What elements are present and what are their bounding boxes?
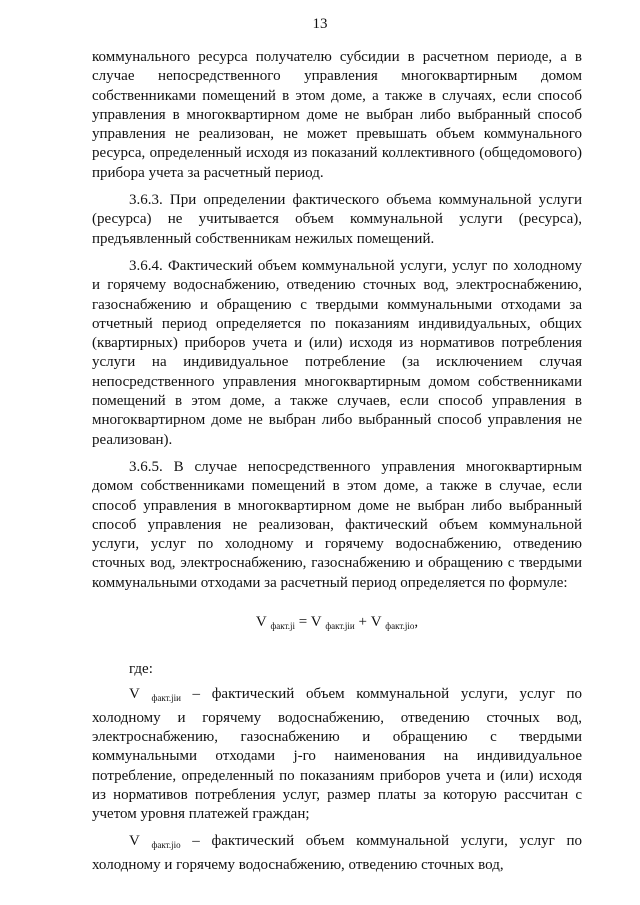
definition-v-fakt-jii: V $_{факт.jiи}$ – фактический объем коммунальной услуги, услуг по холодному и горячему водоснабжению, отведению сточных вод, электроснабжению, газоснабжению и обращению с твердыми коммунальными отходами j-го наименования на индивидуальное потребление, определенный по показаниям приборов учета и (или) исходя из нормативов потребления услуг, размер платы за которую рассчитан с учетом уровня платежей граждан; — [92, 686, 583, 823]
page-number: 13 — [312, 16, 328, 32]
paragraph-3-6-3: 3.6.3. При определении фактического объема коммунальной услуги (ресурса) не учитывается объем коммунальной услуги (ресурса), предъявленный собственникам нежилых помещений. — [92, 192, 582, 247]
document-body — [92, 48, 582, 875]
definition-v-fakt-jio: V $_{факт.jiо}$ – фактический объем коммунальной услуги, услуг по холодному и горячему водоснабжению, отведению сточных вод, — [92, 833, 583, 873]
formula: V $_{факт.ji}$ = V $_{факт.jiи}$ + V $_{факт.jiо}$, — [255, 614, 419, 632]
paragraph-continuation: коммунального ресурса получателю субсидии в расчетном периоде, а в случае непосредственного управления многоквартирным домом собственниками помещений в этом доме, а также в случаях, если способ управления в многоквартирном доме не выбран либо выбранный способ управления не реализован, не может превышать объем коммунального ресурса, определенный исходя из показаний коллективного (общедомового) прибора учета за расчетный период. — [92, 49, 582, 181]
paragraph-3-6-4: 3.6.4. Фактический объем коммунальной услуги, услуг по холодному и горячему водоснабжению, отведению сточных вод, электроснабжению, газоснабжению и обращению с твердыми коммунальными отходами за отчетный период определяется по показаниям индивидуальных, общих (квартирных) приборов учета и (или) исходя из нормативов потребления услуги на индивидуальное потребление (за исключением случая непосредственного управления многоквартирным домом собственниками помещений в этом доме, а также случаев, если способ управления в многоквартирном доме не выбран либо выбранный способ управления не реализован). — [92, 257, 582, 448]
paragraph-3-6-5: 3.6.5. В случае непосредственного управления многоквартирным домом собственниками помещений в этом доме, а также в случае, если способ управления в многоквартирном доме не выбран либо выбранный способ управления не реализован, фактический объем коммунальной услуги, услуг по холодному и горячему водоснабжению, отведению сточных вод, электроснабжению, газоснабжению и обращению с твердыми коммунальными отходами за расчетный период определяется по формуле: — [92, 458, 582, 591]
where-label: где: — [129, 661, 153, 678]
